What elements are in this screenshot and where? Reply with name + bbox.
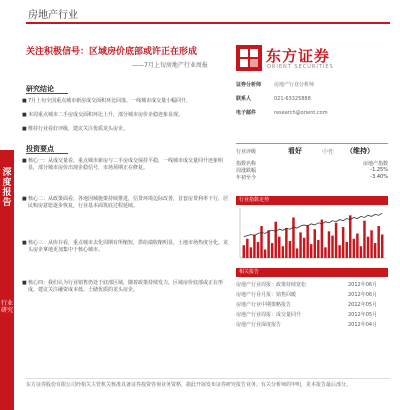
- related-header: 相关报告: [236, 268, 388, 277]
- summary-bullet-text: 核心四：我们认为行业销售仍处于底部区域，随着政策持续发力，区域房价底部或正在形成，建议关注融资成本低、土储优质的龙头房企。: [28, 280, 224, 293]
- section-summary: [26, 144, 54, 154]
- related-report-link[interactable]: 房地产行业深度报告: [236, 322, 282, 328]
- chart-bar: [360, 246, 362, 258]
- summary-bullet: [22, 196, 229, 210]
- rating-detail-row: [236, 174, 388, 181]
- section-underline: [26, 153, 68, 154]
- chart-header: 行业指数走势: [236, 196, 388, 205]
- related-report-link[interactable]: 房地产行业中期策略报告: [236, 302, 292, 308]
- rating-action: （维持）: [346, 147, 374, 155]
- bullet-icon: ■: [22, 280, 27, 286]
- chart-svg: [236, 206, 388, 264]
- rating-detail-value: -3.40%: [370, 174, 388, 180]
- disclaimer: 东方证券股份有限公司经相关主管机关核准具备证券投资咨询业务资格，据此开展发布证券研究报告业务。有关分析师的申明，见本报告最后部分。: [26, 382, 352, 388]
- chart-bar: [377, 226, 379, 258]
- chart-bar: [282, 246, 284, 258]
- chart-bar: [250, 247, 252, 258]
- chart-bar: [335, 223, 337, 258]
- header-divider: [26, 22, 390, 24]
- summary-bullet-text: 核心一：从成交量看，重点城市新房与二手房成交保持平稳，一线城市成交量回升迹象明显，部分城市房价出现企稳信号，市场预期正在修复。: [28, 158, 224, 171]
- chart-bar: [353, 239, 355, 258]
- related-report-date: 2012年06月: [348, 282, 378, 288]
- trend-line: [244, 213, 382, 236]
- chart-bar: [289, 241, 291, 258]
- section-core-title: 研究结论: [26, 85, 54, 93]
- section-core: [26, 84, 54, 94]
- related-report-date: 2012年06月: [348, 292, 378, 298]
- chart-bar: [342, 227, 344, 258]
- chart-bar: [314, 229, 316, 258]
- rating-detail-key: 周涨跌幅: [236, 168, 257, 174]
- rating-box: [236, 143, 388, 184]
- related-report-date: 2012年04月: [348, 322, 378, 328]
- bullet-icon: ■: [22, 126, 27, 132]
- sidebar-series: 行业研究: [1, 300, 14, 314]
- logo-mark-icon: [236, 45, 262, 71]
- chart-bar: [246, 239, 248, 258]
- bullet-icon: ■: [22, 112, 27, 118]
- core-bullet-text: 本周重点城市二手房成交面积环比上升，部分城市房价企稳迹象显现。: [28, 112, 184, 118]
- bullet-icon: ■: [22, 196, 27, 202]
- rating-label: 行业评级: [236, 149, 257, 155]
- logo-text: 东方证券: [266, 47, 331, 65]
- contact-label: 联系人: [236, 96, 252, 102]
- chart-bar: [253, 235, 255, 258]
- related-report-date: 2012年05月: [348, 312, 378, 318]
- rating-note: 中性: [322, 149, 335, 156]
- chart-bar: [338, 245, 340, 258]
- chart-bar: [317, 240, 319, 258]
- chart-bar: [370, 230, 372, 258]
- chart-bar: [331, 236, 333, 258]
- related-report-link[interactable]: 房地产行业月报：销售回暖: [236, 292, 297, 298]
- rating-value: 看好: [288, 147, 302, 155]
- core-bullet: [22, 98, 228, 105]
- related-report-link[interactable]: 房地产行业周报：政策持续宽松: [236, 282, 307, 288]
- summary-bullet: [22, 240, 229, 254]
- related-report-link[interactable]: 房地产行业周报：成交量回升: [236, 312, 302, 318]
- chart-bar: [243, 245, 245, 258]
- report-title: 关注积极信号：区域房价底部或许正在形成: [26, 47, 198, 57]
- rating-detail-value: -1.25%: [370, 167, 388, 173]
- index-chart: [236, 196, 388, 266]
- core-bullet: [22, 112, 228, 119]
- chart-bar: [257, 242, 259, 258]
- chart-bar: [367, 237, 369, 258]
- section-summary-title: 投资要点: [26, 145, 54, 153]
- chart-bar: [271, 243, 273, 258]
- chart-bar: [381, 235, 383, 258]
- summary-bullet: [22, 158, 228, 172]
- core-bullet-text: 维持行业看好评级，建议关注优质龙头房企。: [28, 126, 129, 132]
- chart-bar: [285, 228, 287, 258]
- section-underline: [26, 93, 68, 94]
- chart-bar: [328, 231, 330, 258]
- chart-bar: [324, 247, 326, 258]
- bullet-icon: ■: [22, 240, 27, 246]
- chart-bar: [264, 249, 266, 258]
- email-label: 电子邮件: [236, 110, 257, 116]
- chart-bar: [296, 248, 298, 258]
- chart-bar: [356, 233, 358, 258]
- related-report-date: 2012年05月: [348, 302, 378, 308]
- chart-bar: [349, 215, 351, 258]
- rating-row: [236, 148, 388, 155]
- industry-label: 房地产行业: [28, 10, 78, 21]
- analyst-name: 房地产行业分析师: [274, 82, 315, 88]
- core-bullet: [22, 126, 228, 133]
- chart-bar: [299, 232, 301, 258]
- rating-detail-row: [236, 160, 388, 167]
- summary-bullet: [22, 280, 228, 294]
- report-subtitle: ——7月上旬房地产行业周报: [132, 62, 208, 69]
- chart-bar: [374, 243, 376, 258]
- chart-bar: [274, 222, 276, 258]
- summary-bullet-text: 核心三：从库存看，重点城市去化周期有所缩短，供给端收缩明显，土地市场热度分化，龙头房企拿地更加集中于核心城市。: [28, 240, 229, 253]
- core-bullet-text: 7月上旬全国重点城市新房成交面积环比回落，一线城市成交量小幅回升。: [28, 98, 192, 104]
- bullet-icon: ■: [22, 98, 27, 104]
- chart-bar: [260, 226, 262, 258]
- chart-bar: [306, 225, 308, 258]
- chart-bar: [278, 237, 280, 258]
- rating-detail-key: 年初至今: [236, 175, 257, 181]
- chart-bar: [345, 242, 347, 258]
- logo-text-en: ORIENT SECURITIES: [267, 64, 334, 70]
- analyst-label: 证券分析师: [236, 82, 262, 88]
- chart-bar: [303, 238, 305, 258]
- chart-bar: [292, 217, 294, 258]
- logo: [236, 44, 386, 74]
- contact-value: 021-63325888: [274, 96, 311, 102]
- chart-bar: [363, 221, 365, 258]
- chart-bar: [321, 220, 323, 258]
- bar-group: [243, 215, 384, 258]
- bullet-icon: ■: [22, 158, 27, 164]
- rating-detail-key: 指数名称: [236, 161, 257, 167]
- footer-divider: [26, 378, 390, 379]
- sidebar-report-type: 深度报告: [2, 168, 12, 208]
- chart-bar: [267, 230, 269, 258]
- rating-detail-row: [236, 167, 388, 174]
- sidebar: [0, 0, 14, 410]
- chart-bar: [310, 244, 312, 258]
- rating-detail-value: 房地产指数: [362, 161, 388, 167]
- email-link[interactable]: research@orient.com: [274, 110, 328, 116]
- summary-bullet-text: 核心二：从政策面看，各地因城施策持续推进，信贷环境边际改善，首套房贷利率下行，居民购房意愿逐步恢复，行业基本面筑底过程延续。: [28, 196, 229, 209]
